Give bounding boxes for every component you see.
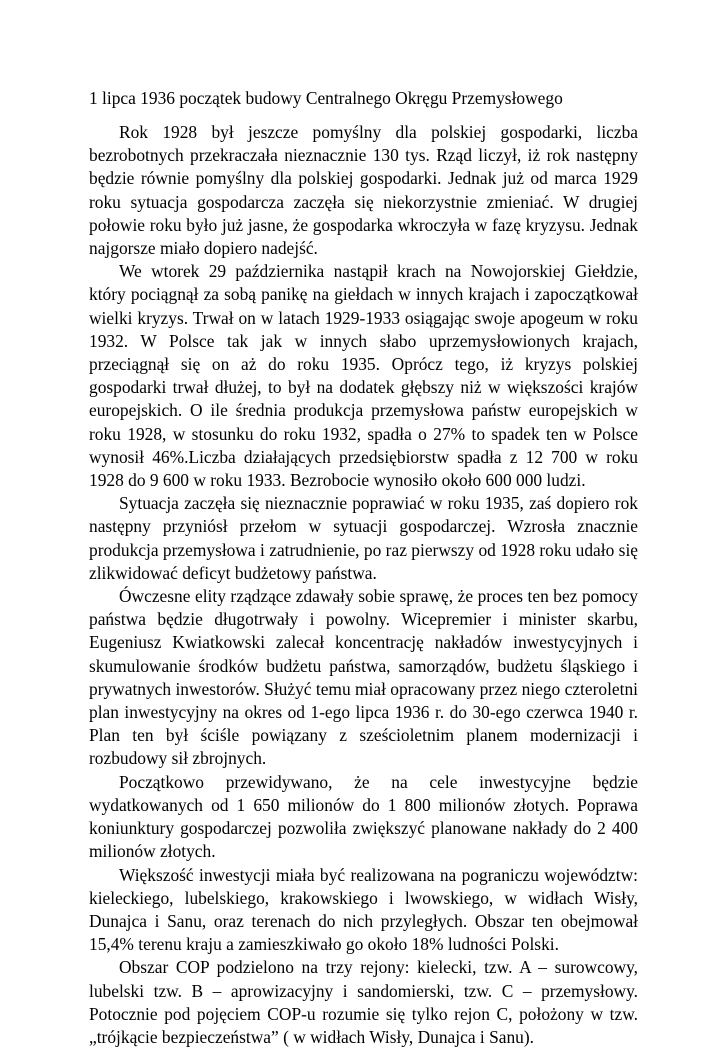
paragraph: Większość inwestycji miała być realizowana na pograniczu województw: kieleckiego, lubelskiego, krakowskiego i lwowskiego, w widłach Wisły, Dunajca i Sanu, oraz terenach do nich przyległych. Obszar ten obejmował 15,4% terenu kraju a zamieszkiwało go około 18% ludności Polski. xyxy=(89,864,638,955)
document-body xyxy=(89,121,638,1049)
paragraph: Ówczesne elity rządzące zdawały sobie sprawę, że proces ten bez pomocy państwa będzie długotrwały i powolny. Wicepremier i minister skarbu, Eugeniusz Kwiatkowski zalecał koncentrację nakładów inwestycyjnych i skumulowanie środków budżetu państwa, samorządów, budżetu śląskiego i prywatnych inwestorów. Służyć temu miał opracowany przez niego czteroletni plan inwestycyjny na okres od 1-ego lipca 1936 r. do 30-ego czerwca 1940 r. Plan ten był ściśle powiązany z sześcioletnim planem modernizacji i rozbudowy sił zbrojnych. xyxy=(89,586,638,769)
paragraph: Początkowo przewidywano, że na cele inwestycyjne będzie wydatkowanych od 1 650 milionów do 1 800 milionów złotych. Poprawa koniunktury gospodarczej pozwoliła zwiększyć planowane nakłady do 2 400 milionów złotych. xyxy=(89,771,638,862)
document-title: 1 lipca 1936 początek budowy Centralnego Okręgu Przemysłowego xyxy=(89,88,563,108)
paragraph: We wtorek 29 października nastąpił krach na Nowojorskiej Giełdzie, który pociągnął za sobą panikę na giełdach w innych krajach i zapoczątkował wielki kryzys. Trwał on w latach 1929-1933 osiągając swoje apogeum w roku 1932. W Polsce tak jak w innych słabo uprzemysłowionych krajach, przeciągnął się on aż do roku 1935. Oprócz tego, iż kryzys polskiej gospodarki trwał dłużej, to był na dodatek głębszy niż w większości krajów europejskich. O ile średnia produkcja przemysłowa państw europejskich w roku 1928, w stosunku do roku 1932, spadła o 27% to spadek ten w Polsce wynosił 46%.Liczba działających przedsiębiorstw spadła z 12 700 w roku 1928 do 9 600 w roku 1933. Bezrobocie wynosiło około 600 000 ludzi. xyxy=(89,261,638,491)
paragraph: Rok 1928 był jeszcze pomyślny dla polskiej gospodarki, liczba bezrobotnych przekraczała nieznacznie 130 tys. Rząd liczył, iż rok następny będzie równie pomyślny dla polskiej gospodarki. Jednak już od marca 1929 roku sytuacja gospodarcza zaczęła się niekorzystnie zmieniać. W drugiej połowie roku było już jasne, że gospodarka wkroczyła w fazę kryzysu. Jednak najgorsze miało dopiero nadejść. xyxy=(89,122,638,259)
paragraph: Sytuacja zaczęła się nieznacznie poprawiać w roku 1935, zaś dopiero rok następny przyniósł przełom w sytuacji gospodarczej. Wzrosła znacznie produkcja przemysłowa i zatrudnienie, po raz pierwszy od 1928 roku udało się zlikwidować deficyt budżetowy państwa. xyxy=(89,493,638,583)
paragraph: Obszar COP podzielono na trzy rejony: kielecki, tzw. A – surowcowy, lubelski tzw. B – aprowizacyjny i sandomierski, tzw. C – przemysłowy. Potocznie pod pojęciem COP-u rozumie się tylko rejon C, położony w tzw. „trójkącie bezpieczeństwa” ( w widłach Wisły, Dunajca i Sanu). xyxy=(89,957,638,1047)
